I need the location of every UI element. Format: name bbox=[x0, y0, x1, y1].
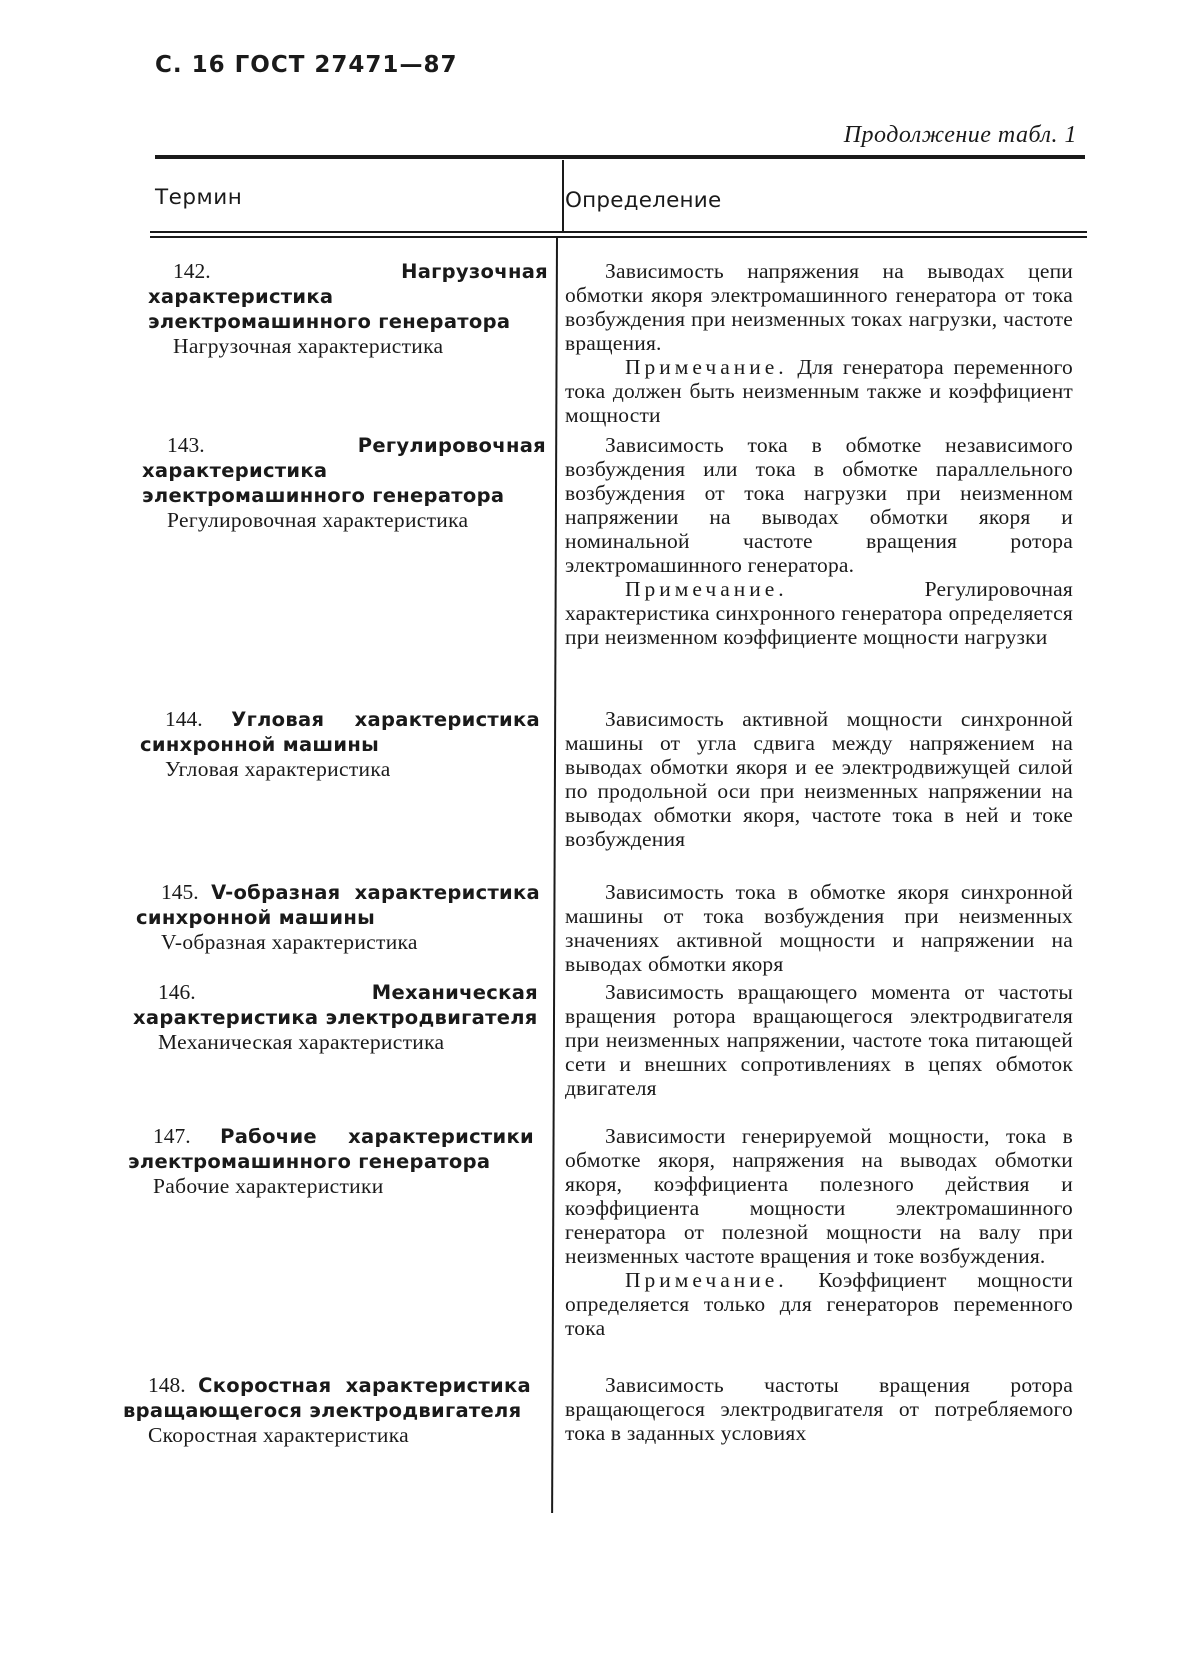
term-number: 142. bbox=[173, 259, 211, 283]
definition-note bbox=[565, 577, 1073, 649]
term-short: Угловая характеристика bbox=[165, 757, 391, 781]
term-title: Скоростная характеристика вращающегося электродвигателя bbox=[123, 1374, 531, 1422]
note-text: Регулировочная характеристика синхронного генератора определяется при неизменном коэффициенте мощности нагрузки bbox=[565, 577, 1073, 649]
term-title: Рабочие характеристики электромашинного генератора bbox=[128, 1125, 534, 1173]
definition-note bbox=[565, 1268, 1073, 1340]
term-cell bbox=[140, 707, 540, 781]
table-continuation-label: Продолжение табл. 1 bbox=[843, 122, 1077, 148]
definition-cell bbox=[565, 980, 1073, 1100]
definition-note bbox=[565, 355, 1073, 427]
definition-cell bbox=[565, 259, 1073, 427]
term-number: 145. bbox=[161, 880, 199, 904]
definition-cell bbox=[565, 1124, 1073, 1340]
definition-text: Зависимость тока в обмотке якоря синхронной машины от тока возбуждения при неизменных значениях активной мощности и напряжении на выводах обмотки якоря bbox=[565, 880, 1073, 976]
table-top-rule bbox=[155, 155, 1085, 159]
note-label: Примечание. bbox=[625, 1268, 788, 1292]
term-short: V-образная характеристика bbox=[161, 930, 418, 954]
definition-cell bbox=[565, 1373, 1073, 1445]
definition-text: Зависимость тока в обмотке независимого возбуждения или тока в обмотке параллельного возбуждения от тока нагрузки при неизменном напряжении на выводах обмотки якоря и номинальной частоте вращения ротора электромашинного генератора. bbox=[565, 433, 1073, 577]
term-number: 144. bbox=[165, 707, 203, 731]
term-short: Регулировочная характеристика bbox=[167, 508, 469, 532]
column-header-definition: Определение bbox=[565, 188, 722, 213]
term-title: Угловая характеристика синхронной машины bbox=[140, 708, 540, 756]
definition-cell bbox=[565, 707, 1073, 851]
term-short: Скоростная характеристика bbox=[148, 1423, 409, 1447]
body-column-divider bbox=[551, 238, 558, 1513]
definition-text: Зависимость напряжения на выводах цепи обмотки якоря электромашинного генератора от тока возбуждения при неизменных токах нагрузки, частоте вращения. bbox=[565, 259, 1073, 355]
term-short: Рабочие характеристики bbox=[153, 1174, 384, 1198]
term-cell bbox=[148, 259, 548, 358]
definition-cell bbox=[565, 880, 1073, 976]
term-number: 146. bbox=[158, 980, 196, 1004]
note-text: Для генератора переменного тока должен быть неизменным также и коэффициент мощности bbox=[565, 355, 1073, 427]
definition-text: Зависимость вращающего момента от частоты вращения ротора вращающегося электродвигателя при неизменных напряжении, частоте тока питающей сети и внешних сопротивлениях в цепях обмоток двигателя bbox=[565, 980, 1073, 1100]
term-title: V-образная характеристика синхронной машины bbox=[136, 881, 541, 929]
term-cell bbox=[123, 1373, 531, 1447]
header-bottom-rule-second bbox=[150, 236, 1087, 238]
term-short: Нагрузочная характеристика bbox=[173, 334, 444, 358]
term-number: 148. bbox=[148, 1373, 186, 1397]
page-reference: С. 16 ГОСТ 27471—87 bbox=[155, 52, 458, 78]
definition-text: Зависимость частоты вращения ротора вращающегося электродвигателя от потребляемого тока в заданных условиях bbox=[565, 1373, 1073, 1445]
term-short: Механическая характеристика bbox=[158, 1030, 445, 1054]
term-cell bbox=[128, 1124, 534, 1198]
term-cell bbox=[133, 980, 538, 1054]
column-header-term: Термин bbox=[155, 185, 243, 210]
term-title: Нагрузочная характеристика электромашинного генератора bbox=[148, 260, 548, 333]
term-title: Механическая характеристика электродвигателя bbox=[133, 981, 538, 1029]
term-cell bbox=[136, 880, 540, 954]
term-number: 143. bbox=[167, 433, 205, 457]
term-number: 147. bbox=[153, 1124, 191, 1148]
note-label: Примечание. bbox=[625, 577, 788, 601]
note-text: Коэффициент мощности определяется только для генераторов переменного тока bbox=[565, 1268, 1073, 1340]
term-title: Регулировочная характеристика электромашинного генератора bbox=[142, 434, 546, 507]
definition-text: Зависимости генерируемой мощности, тока в обмотке якоря, напряжения на выводах обмотки якоря, коэффициента полезного действия и коэффициента мощности электромашинного генератора от полезной мощности на валу при неизменных частоте вращения и токе возбуждения. bbox=[565, 1124, 1073, 1268]
header-bottom-rule bbox=[150, 231, 1087, 233]
term-cell bbox=[142, 433, 546, 532]
definition-text: Зависимость активной мощности синхронной машины от угла сдвига между напряжением на выводах обмотки якоря и ее электродвижущей силой по продольной оси при неизменных напряжении на выводах обмотки якоря, частоте тока в ней и токе возбуждения bbox=[565, 707, 1073, 851]
note-label: Примечание. bbox=[625, 355, 788, 379]
definition-cell bbox=[565, 433, 1073, 649]
